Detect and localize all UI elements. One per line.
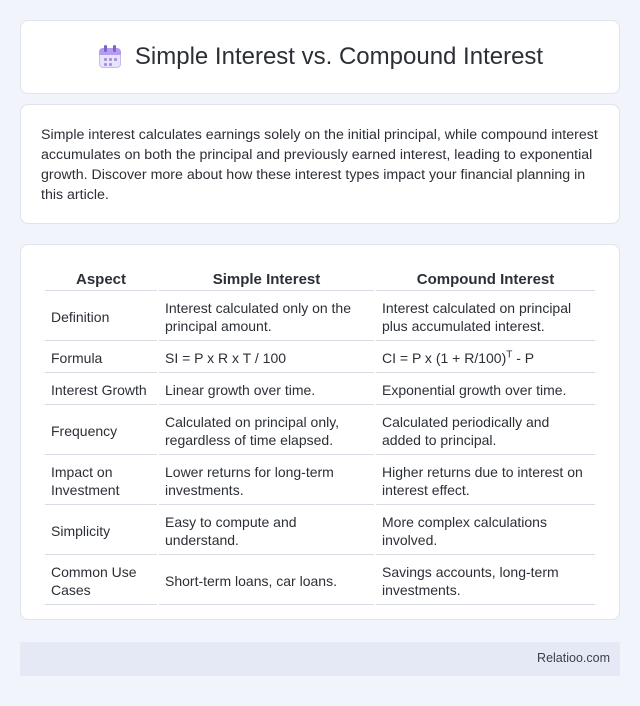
table-row: [45, 293, 595, 341]
footer-brand: Relatioo.com: [537, 651, 610, 665]
cell-aspect: Impact on Investment: [45, 457, 157, 505]
table-row: [45, 457, 595, 505]
cell-aspect: Simplicity: [45, 507, 157, 555]
formula-exponent: T: [506, 348, 513, 360]
cell-compound: [376, 343, 595, 373]
table-row: [45, 375, 595, 405]
title-card: [20, 20, 620, 94]
header-aspect: Aspect: [45, 267, 157, 291]
calendar-icon: [97, 44, 123, 70]
cell-simple: Calculated on principal only, regardless of time elapsed.: [159, 407, 374, 455]
header-simple-interest: Simple Interest: [159, 267, 374, 291]
cell-simple: Short-term loans, car loans.: [159, 557, 374, 605]
footer-bar: [20, 642, 620, 676]
comparison-card: [20, 244, 620, 620]
cell-compound: Savings accounts, long-term investments.: [376, 557, 595, 605]
table-header-row: [45, 267, 595, 291]
intro-text: Simple interest calculates earnings solely on the initial principal, while compound interest accumulates on both the principal and previously earned interest, leading to exponential growth. Discover more about how these interest types impact your financial planning in this article.: [41, 127, 598, 203]
cell-compound: Interest calculated on principal plus accumulated interest.: [376, 293, 595, 341]
cell-aspect: Formula: [45, 343, 157, 373]
cell-compound: Exponential growth over time.: [376, 375, 595, 405]
table-row: [45, 507, 595, 555]
cell-compound: Calculated periodically and added to principal.: [376, 407, 595, 455]
table-row: [45, 343, 595, 373]
cell-compound: More complex calculations involved.: [376, 507, 595, 555]
header-compound-interest: Compound Interest: [376, 267, 595, 291]
cell-simple: Easy to compute and understand.: [159, 507, 374, 555]
cell-compound: Higher returns due to interest on interest effect.: [376, 457, 595, 505]
comparison-table: [43, 265, 597, 607]
cell-simple: Interest calculated only on the principal amount.: [159, 293, 374, 341]
cell-simple: Lower returns for long-term investments.: [159, 457, 374, 505]
intro-card: [20, 104, 620, 224]
cell-simple: Linear growth over time.: [159, 375, 374, 405]
cell-simple: SI = P x R x T / 100: [159, 343, 374, 373]
page-title: Simple Interest vs. Compound Interest: [134, 43, 544, 70]
table-row: [45, 407, 595, 455]
formula-base: CI = P x (1 + R/100): [382, 349, 507, 366]
formula-tail: - P: [512, 349, 535, 366]
cell-aspect: Interest Growth: [45, 375, 157, 405]
cell-aspect: Definition: [45, 293, 157, 341]
table-row: [45, 557, 595, 605]
cell-aspect: Common Use Cases: [45, 557, 157, 605]
cell-aspect: Frequency: [45, 407, 157, 455]
